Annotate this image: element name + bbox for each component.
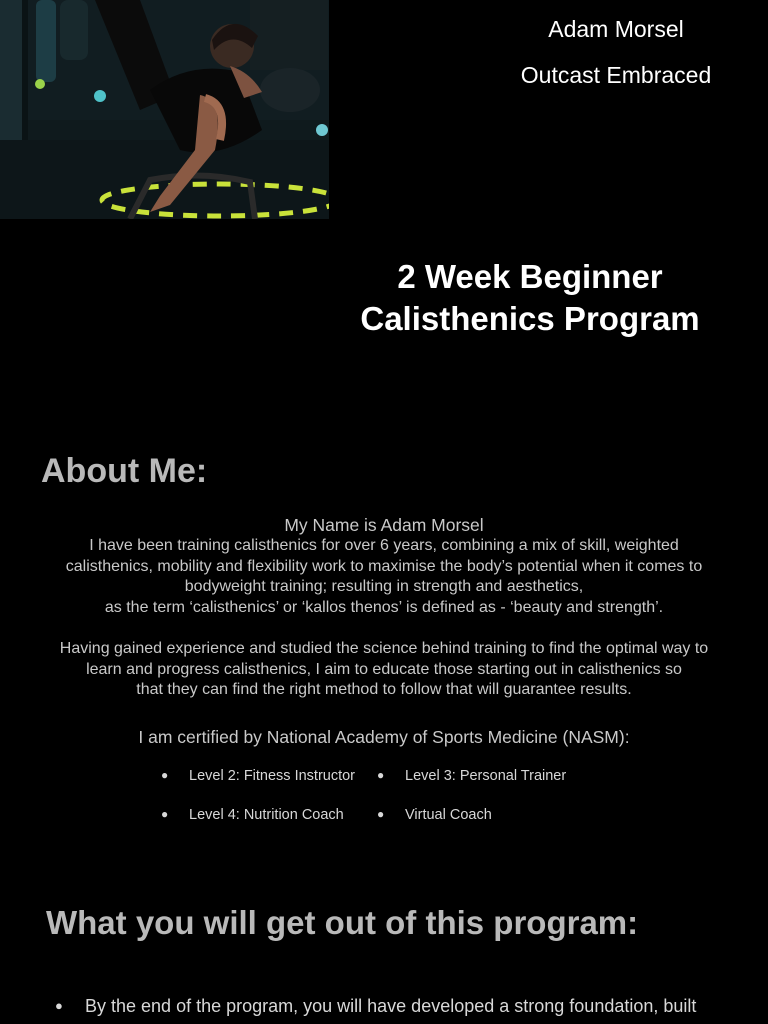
certification-statement: I am certified by National Academy of Sports Medicine (NASM): <box>138 727 630 747</box>
about-paragraph-1-line: calisthenics, mobility and flexibility work to maximise the body’s potential when it comes to <box>65 557 703 575</box>
bullet-icon: ● <box>161 807 169 821</box>
program-title-line-1: 2 Week Beginner <box>397 258 663 295</box>
bullet-icon: ● <box>377 807 385 821</box>
bullet-icon: ● <box>161 768 169 782</box>
certification-label: Virtual Coach <box>405 807 492 823</box>
hero-photo <box>0 0 329 219</box>
author-name: Adam Morsel <box>548 16 684 42</box>
program-outcome-text: By the end of the program, you will have developed a strong foundation, built <box>85 996 697 1016</box>
about-paragraph-1-line: as the term ‘calisthenics’ or ‘kallos thenos’ is defined as - ‘beauty and strength’. <box>104 598 664 616</box>
bullet-icon: ● <box>377 768 385 782</box>
about-body <box>30 514 738 701</box>
certification-label: Level 3: Personal Trainer <box>405 768 567 784</box>
certification-item <box>377 768 566 784</box>
about-paragraph-1-line: I have been training calisthenics for over 6 years, combining a mix of skill, weighted <box>89 537 679 554</box>
program-outcome-item <box>55 996 696 1017</box>
about-paragraph-1-line: bodyweight training; resulting in strength and aesthetics, <box>184 578 584 596</box>
certification-label: Level 4: Nutrition Coach <box>189 807 344 823</box>
about-paragraph-2-line: Having gained experience and studied the science behind training to find the optimal way to <box>59 639 709 657</box>
about-intro: My Name is Adam Morsel <box>284 515 484 535</box>
about-heading: About Me: <box>41 452 208 490</box>
about-paragraph-2-line: that they can find the right method to follow that will guarantee results. <box>136 681 632 699</box>
program-benefits-heading: What you will get out of this program: <box>46 904 639 941</box>
certification-item <box>161 768 355 784</box>
program-title <box>330 256 730 340</box>
athlete-photo-illustration <box>0 0 329 219</box>
brand-name: Outcast Embraced <box>520 62 712 88</box>
about-paragraph-2-line: learn and progress calisthenics, I aim to educate those starting out in calisthenics so <box>86 660 682 678</box>
certification-item <box>377 807 492 823</box>
certification-label: Level 2: Fitness Instructor <box>189 768 356 784</box>
certification-item <box>161 807 344 823</box>
program-title-line-2: Calisthenics Program <box>360 300 700 337</box>
bullet-icon: ● <box>55 998 63 1013</box>
paragraph-spacer <box>30 618 738 639</box>
